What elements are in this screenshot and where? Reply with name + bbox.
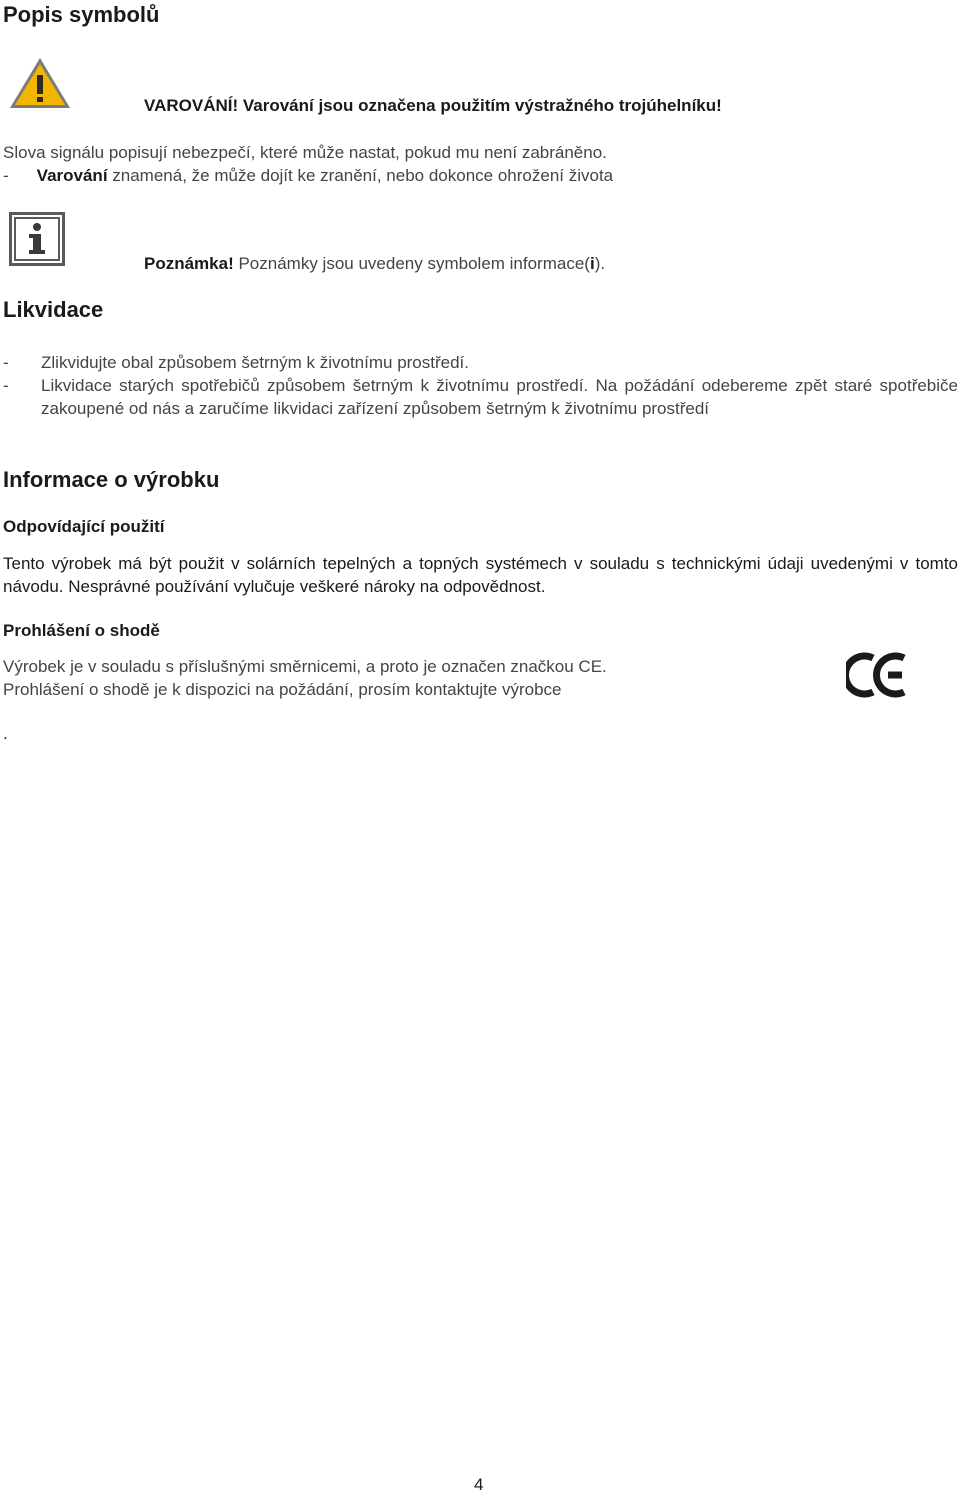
note-symbol: i [589,254,595,273]
conformity-heading: Prohlášení o shodě [3,621,160,640]
note-statement [144,252,605,275]
trailing-dot: . [3,724,8,743]
warning-meaning-text: znamená, že může dojít ke zranění, nebo dokonce ohrožení života [107,166,614,185]
warning-meaning-line [3,164,613,187]
intended-use-heading: Odpovídající použití [3,517,165,536]
disposal-list [3,351,958,420]
warning-label: VAROVÁNÍ! [144,96,239,115]
warning-triangle-icon [7,55,73,111]
disposal-item-text: Likvidace starých spotřebičů způsobem šetrným k životnímu prostředí. Na požádání odebereme zpět staré spotřebiče zakoupené od nás a zaručíme likvidaci zařízení způsobem šetrným k životnímu prostředí [41,376,958,418]
intended-use-text: Tento výrobek má být použit v solárních tepelných a topných systémech v souladu s technickými údaji uvedenými v tomto návodu. Nesprávné používání vylučuje veškeré nároky na odpovědnost. [3,554,958,596]
note-text: Poznámky jsou uvedeny symbolem informace( [233,254,590,273]
note-label: Poznámka! [144,254,234,273]
product-info-heading: Informace o výrobku [3,467,220,492]
dash: - [3,376,9,395]
note-text-end: ). [594,254,606,273]
list-item [3,351,958,374]
conformity-line-2: Prohlášení o shodě je k dispozici na požádání, prosím kontaktujte výrobce [3,680,562,699]
disposal-item-text: Zlikvidujte obal způsobem šetrným k životnímu prostředí. [41,353,470,372]
ce-mark-icon [846,652,908,698]
signal-words-line: Slova signálu popisují nebezpečí, které může nastat, pokud mu není zabráněno. [3,143,607,162]
dash: - [3,166,9,185]
warning-text: Varování jsou označena použitím výstražného trojúhelníku! [238,96,722,115]
warning-statement [144,94,722,117]
disposal-heading: Likvidace [3,297,104,322]
conformity-line-1: Výrobek je v souladu s příslušnými směrnicemi, a proto je označen značkou CE. [3,657,607,676]
page-number: 4 [474,1475,484,1494]
dash: - [3,353,9,372]
page-title: Popis symbolů [3,2,160,27]
list-item [3,374,958,420]
warning-term: Varování [36,166,108,185]
info-icon [9,212,65,266]
